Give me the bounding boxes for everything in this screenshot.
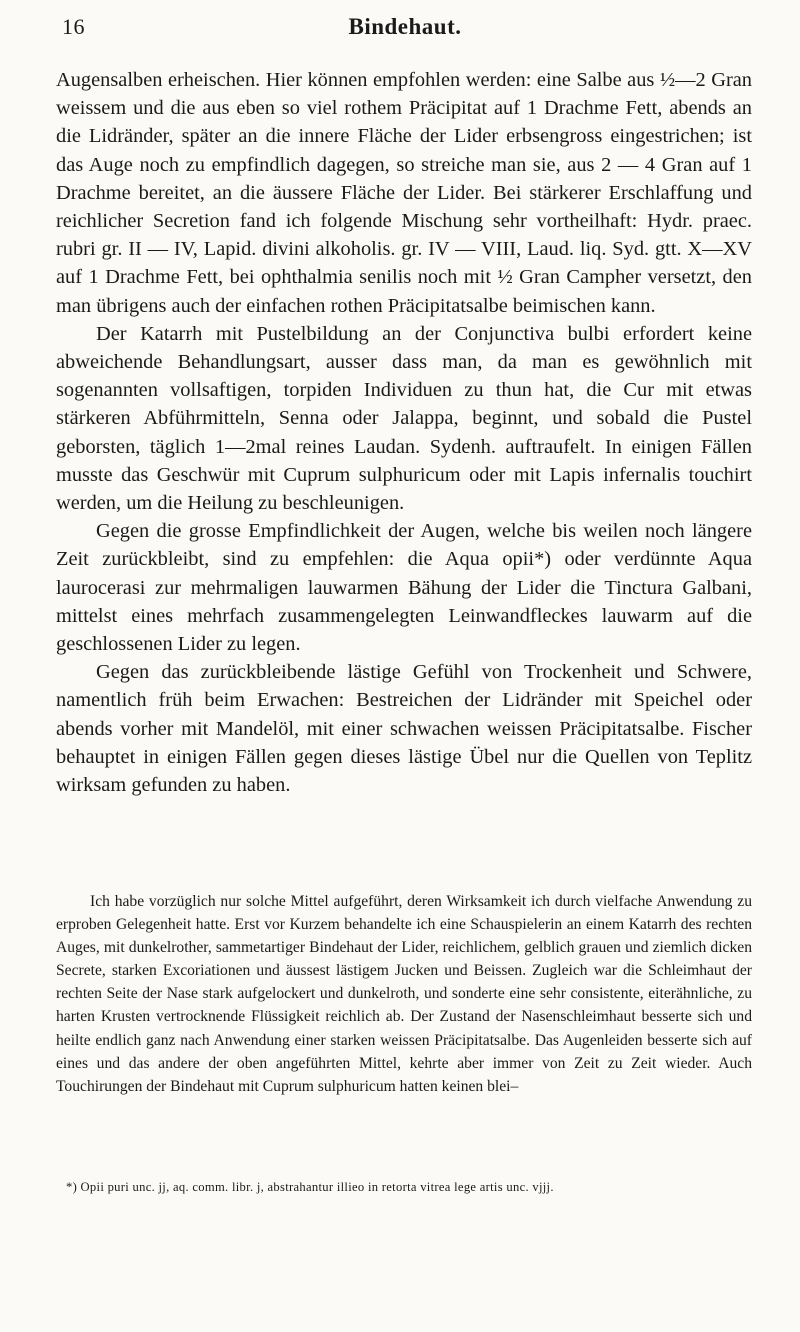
running-head (62, 14, 748, 46)
paragraph: Der Katarrh mit Pustelbildung an der Conjunctiva bulbi erfordert keine abweichende Behandlungsart, ausser dass man, da man es gewöhnlich mit sogenannten vollsaftigen, torpiden Individuen zu thun hat, die Cur mit etwas stärkeren Abführmitteln, Senna oder Jalappa, beginnt, und sobald die Pustel geborsten, täglich 1—2mal reines Laudan. Sydenh. auftraufelt. In einigen Fällen musste das Geschwür mit Cuprum sulphuricum oder mit Lapis infernalis touchirt werden, um die Heilung zu beschleunigen. (56, 322, 752, 515)
paragraph: Gegen das zurückbleibende lästige Gefühl von Trockenheit und Schwere, namentlich früh beim Erwachen: Bestreichen der Lidränder mit Speichel oder abends vorher mit Mandelöl, mit einer schwachen weissen Präcipitatsalbe. Fischer behauptet in einigen Fällen gegen dieses lästige Übel nur die Quellen von Teplitz wirksam gefunden zu haben. (56, 661, 752, 797)
footnote: *) Opii puri unc. jj, aq. comm. libr. j, abstrahantur illieo in retorta vitrea lege artis unc. vjjj. (66, 1180, 554, 1194)
running-title: Bindehaut. (348, 14, 462, 39)
page-number: 16 (62, 14, 85, 39)
paragraph: Augensalben erheischen. Hier können empfohlen werden: eine Salbe aus ½—2 Gran weissem und die aus eben so viel rothem Präcipitat auf 1 Drachme Fett, abends an die Lidränder, später an die innere Fläche der Lider erbsengross eingestrichen; ist das Auge noch zu empfindlich dagegen, so streiche man sie, aus 2 — 4 Gran auf 1 Drachme bereitet, an die äussere Fläche der Lider. Bei stärkerer Erschlaffung und reichlicher Secretion fand ich folgende Mischung sehr vortheilhaft: Hydr. praec. rubri gr. II — IV, Lapid. divini alkoholis. gr. IV — VIII, Laud. liq. Syd. gtt. X—XV auf 1 Drachme Fett, bei ophthalmia senilis noch mit ½ Gran Campher versetzt, den man übrigens auch der einfachen rothen Präcipitatsalbe beimischen kann. (56, 69, 752, 317)
main-text (56, 66, 752, 799)
small-print-section (56, 890, 752, 1098)
paragraph: Gegen die grosse Empfindlichkeit der Augen, welche bis weilen noch längere Zeit zurückbleibt, sind zu empfehlen: die Aqua opii*) oder verdünnte Aqua laurocerasi zur mehrmaligen lauwarmen Bähung der Lider die Tinctura Galbani, mittelst eines mehrfach zusammengelegten Leinwandfleckes lauwarm auf die geschlossenen Lider zu legen. (56, 520, 752, 656)
small-paragraph: Ich habe vorzüglich nur solche Mittel aufgeführt, deren Wirksamkeit ich durch vielfache Anwendung zu erproben Gelegenheit hatte. Erst vor Kurzem behandelte ich eine Schauspielerin an einem Katarrh des rechten Auges, mit dunkelrother, sammetartiger Bindehaut der Lider, reichlichem, gelblich grauen und ziemlich dicken Secrete, starken Excoriationen und äussest lästigem Jucken und Beissen. Zugleich war die Schleimhaut der rechten Seite der Nase stark aufgelockert und dunkelroth, und sonderte eine sehr consistente, eiterähnliche, zu harten Krusten vertrocknende Flüssigkeit reichlich ab. Der Zustand der Nasenschleimhaut besserte sich und heilte endlich ganz nach Anwendung einer starken weissen Präcipitatsalbe. Das Augenleiden besserte sich auf eines und das andere der oben angeführten Mittel, kehrte aber immer von Zeit zu Zeit wieder. Auch Touchirungen der Bindehaut mit Cuprum sulphuricum hatten keinen blei– (56, 893, 752, 1095)
